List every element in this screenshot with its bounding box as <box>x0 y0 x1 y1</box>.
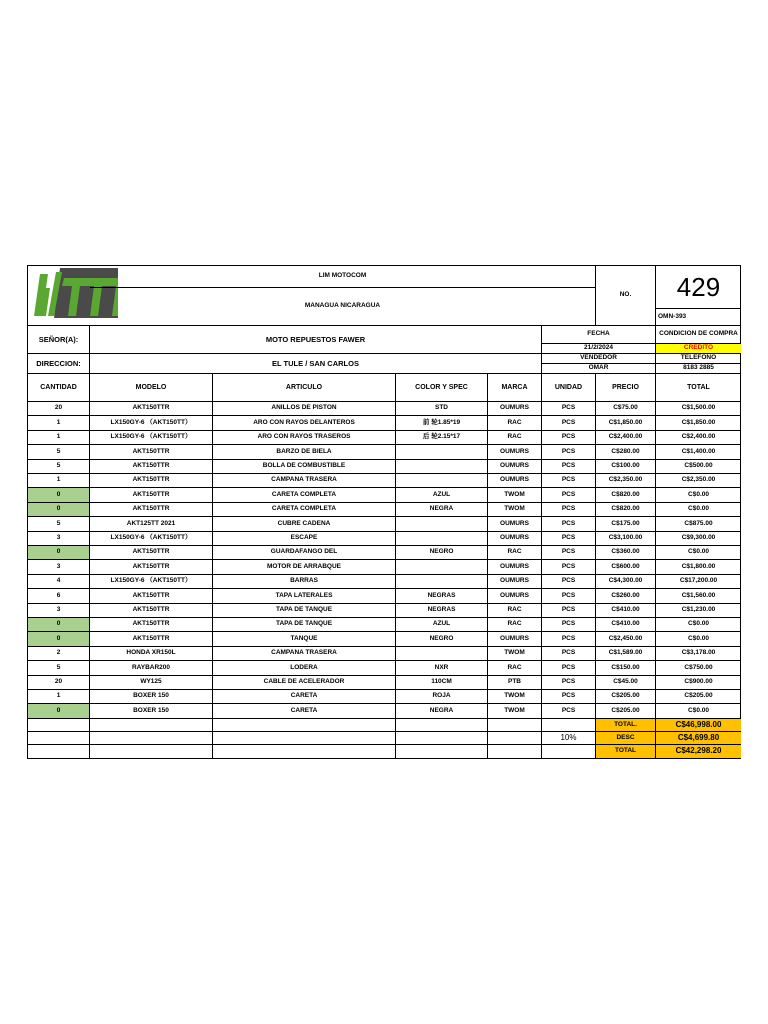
totals-label-2: TOTAL <box>596 745 656 758</box>
cell-cantidad: 4 <box>28 575 90 589</box>
cell-color-spec: 后 轮2.15*17 <box>396 431 488 445</box>
cell-precio: C$360.00 <box>596 546 656 560</box>
invoice-number: 429 <box>656 266 741 309</box>
cell-color-spec <box>396 532 488 546</box>
cell-marca: RAC <box>488 416 542 430</box>
cell-color-spec: 110CM <box>396 676 488 690</box>
cell-precio: C$45.00 <box>596 676 656 690</box>
cell-cantidad: 5 <box>28 445 90 459</box>
totals-empty-cell <box>488 732 542 745</box>
cell-unidad: PCS <box>542 445 596 459</box>
cell-modelo: AKT150TTR <box>90 488 213 502</box>
direccion-label: DIRECCION: <box>28 354 90 374</box>
cell-articulo: CARETA COMPLETA <box>213 488 396 502</box>
cell-unidad: PCS <box>542 676 596 690</box>
cell-marca: OUMURS <box>488 589 542 603</box>
cell-marca: TWOM <box>488 647 542 661</box>
cell-cantidad: 3 <box>28 604 90 618</box>
cell-total: C$9,300.00 <box>656 532 741 546</box>
cell-unidad: PCS <box>542 560 596 574</box>
cell-modelo: BOXER 150 <box>90 690 213 704</box>
cell-unidad: PCS <box>542 690 596 704</box>
cell-articulo: BARZO DE BIELA <box>213 445 396 459</box>
cell-modelo: BOXER 150 <box>90 704 213 718</box>
cell-modelo: RAYBAR200 <box>90 661 213 675</box>
cell-unidad: PCS <box>542 604 596 618</box>
cell-marca: OUMURS <box>488 402 542 416</box>
cell-total: C$0.00 <box>656 618 741 632</box>
totals-value-0: C$46,998.00 <box>656 719 741 732</box>
col-header-articulo: ARTICULO <box>213 374 396 402</box>
cell-modelo: LX150GY-6 （AKT150TT） <box>90 575 213 589</box>
cell-cantidad: 20 <box>28 676 90 690</box>
cell-cantidad: 0 <box>28 704 90 718</box>
cell-total: C$750.00 <box>656 661 741 675</box>
cell-marca: TWOM <box>488 488 542 502</box>
cell-articulo: CARETA COMPLETA <box>213 503 396 517</box>
cell-modelo: AKT150TTR <box>90 503 213 517</box>
cell-color-spec: NEGRA <box>396 704 488 718</box>
vendedor-label: VENDEDOR <box>542 354 656 364</box>
cell-marca: TWOM <box>488 704 542 718</box>
cell-articulo: TAPA LATERALES <box>213 589 396 603</box>
fecha-value: 21/2/2024 <box>542 344 656 354</box>
cell-articulo: MOTOR DE ARRABQUE <box>213 560 396 574</box>
cell-precio: C$150.00 <box>596 661 656 675</box>
cell-total: C$1,800.00 <box>656 560 741 574</box>
cell-total: C$205.00 <box>656 690 741 704</box>
cell-marca: TWOM <box>488 503 542 517</box>
cell-cantidad: 3 <box>28 560 90 574</box>
cell-precio: C$2,350.00 <box>596 474 656 488</box>
cell-articulo: CUBRE CADENA <box>213 517 396 531</box>
totals-empty-cell <box>213 732 396 745</box>
cell-marca: OUMURS <box>488 560 542 574</box>
cell-total: C$0.00 <box>656 704 741 718</box>
cell-modelo: LX150GY-6 （AKT150TT） <box>90 416 213 430</box>
cell-marca: RAC <box>488 661 542 675</box>
cell-modelo: AKT150TTR <box>90 402 213 416</box>
totals-empty-cell <box>396 732 488 745</box>
cell-color-spec: NXR <box>396 661 488 675</box>
cell-color-spec <box>396 560 488 574</box>
vendedor-value: OMAR <box>542 364 656 374</box>
cell-color-spec <box>396 575 488 589</box>
totals-empty-cell <box>542 745 596 758</box>
totals-value-2: C$42,298.20 <box>656 745 741 758</box>
totals-empty-cell <box>542 719 596 732</box>
cell-modelo: AKT150TTR <box>90 546 213 560</box>
cell-cantidad: 0 <box>28 503 90 517</box>
cell-precio: C$100.00 <box>596 460 656 474</box>
cell-total: C$3,178.00 <box>656 647 741 661</box>
totals-label-0: TOTAL. <box>596 719 656 732</box>
totals-empty-cell <box>213 719 396 732</box>
cell-cantidad: 0 <box>28 618 90 632</box>
cell-marca: OUMURS <box>488 632 542 646</box>
totals-empty-cell <box>213 745 396 758</box>
cell-unidad: PCS <box>542 647 596 661</box>
senor-value: MOTO REPUESTOS FAWER <box>90 326 542 354</box>
invoice-sheet <box>27 265 741 759</box>
cell-color-spec <box>396 445 488 459</box>
cell-marca: OUMURS <box>488 532 542 546</box>
cell-articulo: ARO CON RAYOS DELANTEROS <box>213 416 396 430</box>
cell-unidad: PCS <box>542 460 596 474</box>
cell-articulo: CARETA <box>213 704 396 718</box>
cell-unidad: PCS <box>542 661 596 675</box>
cell-marca: RAC <box>488 618 542 632</box>
totals-empty-cell <box>90 732 213 745</box>
cell-unidad: PCS <box>542 488 596 502</box>
cell-unidad: PCS <box>542 704 596 718</box>
cell-cantidad: 1 <box>28 416 90 430</box>
cell-marca: OUMURS <box>488 474 542 488</box>
cell-unidad: PCS <box>542 416 596 430</box>
cell-color-spec: STD <box>396 402 488 416</box>
cell-total: C$0.00 <box>656 488 741 502</box>
cell-cantidad: 5 <box>28 661 90 675</box>
cell-articulo: CAMPANA TRASERA <box>213 647 396 661</box>
cell-articulo: TAPA DE TANQUE <box>213 604 396 618</box>
cell-total: C$0.00 <box>656 503 741 517</box>
condicion-label: CONDICION DE COMPRA <box>656 326 741 344</box>
col-header-total: TOTAL <box>656 374 741 402</box>
cell-unidad: PCS <box>542 632 596 646</box>
cell-marca: OUMURS <box>488 517 542 531</box>
cell-unidad: PCS <box>542 532 596 546</box>
cell-precio: C$175.00 <box>596 517 656 531</box>
cell-modelo: AKT150TTR <box>90 632 213 646</box>
cell-precio: C$205.00 <box>596 690 656 704</box>
cell-precio: C$2,450.00 <box>596 632 656 646</box>
cell-articulo: ARO CON RAYOS TRASEROS <box>213 431 396 445</box>
cell-marca: RAC <box>488 431 542 445</box>
cell-total: C$1,560.00 <box>656 589 741 603</box>
col-header-unidad: UNIDAD <box>542 374 596 402</box>
cell-precio: C$280.00 <box>596 445 656 459</box>
cell-cantidad: 2 <box>28 647 90 661</box>
cell-articulo: TANQUE <box>213 632 396 646</box>
totals-empty-cell <box>28 732 90 745</box>
cell-color-spec: 前 轮1.85*19 <box>396 416 488 430</box>
cell-marca: OUMURS <box>488 575 542 589</box>
cell-marca: OUMURS <box>488 460 542 474</box>
cell-precio: C$820.00 <box>596 488 656 502</box>
cell-modelo: WY125 <box>90 676 213 690</box>
cell-articulo: LODERA <box>213 661 396 675</box>
cell-cantidad: 5 <box>28 517 90 531</box>
cell-color-spec: NEGRA <box>396 503 488 517</box>
totals-value-1: C$4,699.80 <box>656 732 741 745</box>
cell-marca: OUMURS <box>488 445 542 459</box>
totals-empty-cell <box>488 745 542 758</box>
cell-cantidad: 6 <box>28 589 90 603</box>
cell-precio: C$75.00 <box>596 402 656 416</box>
totals-empty-cell <box>90 719 213 732</box>
cell-unidad: PCS <box>542 575 596 589</box>
cell-precio: C$1,850.00 <box>596 416 656 430</box>
cell-articulo: CABLE DE ACELERADOR <box>213 676 396 690</box>
cell-cantidad: 20 <box>28 402 90 416</box>
cell-cantidad: 0 <box>28 546 90 560</box>
cell-total: C$1,850.00 <box>656 416 741 430</box>
company-city: MANAGUA NICARAGUA <box>90 288 596 326</box>
cell-unidad: PCS <box>542 402 596 416</box>
cell-total: C$1,500.00 <box>656 402 741 416</box>
cell-total: C$1,230.00 <box>656 604 741 618</box>
col-header-color-spec: COLOR Y SPEC <box>396 374 488 402</box>
cell-precio: C$260.00 <box>596 589 656 603</box>
col-header-precio: PRECIO <box>596 374 656 402</box>
cell-precio: C$2,400.00 <box>596 431 656 445</box>
cell-modelo: AKT150TTR <box>90 618 213 632</box>
cell-cantidad: 0 <box>28 488 90 502</box>
telefono-label: TELEFONO <box>656 354 741 364</box>
cell-total: C$17,200.00 <box>656 575 741 589</box>
cell-total: C$0.00 <box>656 632 741 646</box>
cell-cantidad: 1 <box>28 474 90 488</box>
cell-precio: C$820.00 <box>596 503 656 517</box>
cell-unidad: PCS <box>542 474 596 488</box>
totals-empty-cell <box>488 719 542 732</box>
col-header-marca: MARCA <box>488 374 542 402</box>
cell-color-spec <box>396 474 488 488</box>
cell-unidad: PCS <box>542 618 596 632</box>
cell-unidad: PCS <box>542 589 596 603</box>
cell-total: C$875.00 <box>656 517 741 531</box>
discount-percent: 10% <box>542 732 596 745</box>
col-header-modelo: MODELO <box>90 374 213 402</box>
cell-cantidad: 1 <box>28 431 90 445</box>
cell-marca: RAC <box>488 604 542 618</box>
senor-label: SEÑOR(A): <box>28 326 90 354</box>
cell-modelo: AKT150TTR <box>90 460 213 474</box>
cell-total: C$500.00 <box>656 460 741 474</box>
cell-articulo: BARRAS <box>213 575 396 589</box>
cell-precio: C$1,589.00 <box>596 647 656 661</box>
cell-articulo: ANILLOS DE PISTON <box>213 402 396 416</box>
totals-label-1: DESC <box>596 732 656 745</box>
cell-articulo: TAPA DE TANQUE <box>213 618 396 632</box>
totals-empty-cell <box>396 719 488 732</box>
cell-color-spec: AZUL <box>396 618 488 632</box>
telefono-value: 8183 2885 <box>656 364 741 374</box>
cell-unidad: PCS <box>542 546 596 560</box>
cell-color-spec: NEGRO <box>396 546 488 560</box>
cell-marca: TWOM <box>488 690 542 704</box>
cell-modelo: AKT150TTR <box>90 589 213 603</box>
cell-color-spec: NEGRO <box>396 632 488 646</box>
cell-total: C$900.00 <box>656 676 741 690</box>
cell-color-spec <box>396 517 488 531</box>
totals-empty-cell <box>90 745 213 758</box>
cell-articulo: CAMPANA TRASERA <box>213 474 396 488</box>
condicion-value: CREDITO <box>656 344 741 354</box>
cell-color-spec: ROJA <box>396 690 488 704</box>
cell-color-spec <box>396 647 488 661</box>
cell-color-spec: NEGRAS <box>396 604 488 618</box>
cell-modelo: AKT150TTR <box>90 445 213 459</box>
cell-articulo: GUARDAFANGO DEL <box>213 546 396 560</box>
cell-articulo: ESCAPE <box>213 532 396 546</box>
cell-modelo: HONDA XR150L <box>90 647 213 661</box>
cell-total: C$0.00 <box>656 546 741 560</box>
fecha-label: FECHA <box>542 326 656 344</box>
cell-color-spec: AZUL <box>396 488 488 502</box>
no-label: NO. <box>596 266 656 326</box>
cell-total: C$2,400.00 <box>656 431 741 445</box>
cell-cantidad: 3 <box>28 532 90 546</box>
cell-precio: C$410.00 <box>596 618 656 632</box>
totals-empty-cell <box>28 745 90 758</box>
cell-modelo: AKT150TTR <box>90 474 213 488</box>
invoice-code: OMN-393 <box>656 309 741 326</box>
cell-marca: RAC <box>488 546 542 560</box>
cell-modelo: AKT125TT 2021 <box>90 517 213 531</box>
cell-color-spec <box>396 460 488 474</box>
cell-modelo: AKT150TTR <box>90 604 213 618</box>
direccion-value: EL TULE / SAN CARLOS <box>90 354 542 374</box>
cell-precio: C$3,100.00 <box>596 532 656 546</box>
cell-color-spec: NEGRAS <box>396 589 488 603</box>
cell-unidad: PCS <box>542 431 596 445</box>
totals-empty-cell <box>28 719 90 732</box>
cell-modelo: LX150GY-6 （AKT150TT） <box>90 431 213 445</box>
cell-cantidad: 0 <box>28 632 90 646</box>
cell-precio: C$4,300.00 <box>596 575 656 589</box>
cell-articulo: BOLLA DE COMBUSTIBLE <box>213 460 396 474</box>
cell-modelo: LX150GY-6 （AKT150TT） <box>90 532 213 546</box>
cell-cantidad: 1 <box>28 690 90 704</box>
cell-total: C$2,350.00 <box>656 474 741 488</box>
cell-modelo: AKT150TTR <box>90 560 213 574</box>
cell-cantidad: 5 <box>28 460 90 474</box>
cell-precio: C$205.00 <box>596 704 656 718</box>
cell-precio: C$600.00 <box>596 560 656 574</box>
col-header-cantidad: CANTIDAD <box>28 374 90 402</box>
cell-precio: C$410.00 <box>596 604 656 618</box>
cell-unidad: PCS <box>542 503 596 517</box>
company-name: LIM MOTOCOM <box>90 266 596 288</box>
cell-total: C$1,400.00 <box>656 445 741 459</box>
totals-empty-cell <box>396 745 488 758</box>
cell-marca: PTB <box>488 676 542 690</box>
cell-articulo: CARETA <box>213 690 396 704</box>
cell-unidad: PCS <box>542 517 596 531</box>
